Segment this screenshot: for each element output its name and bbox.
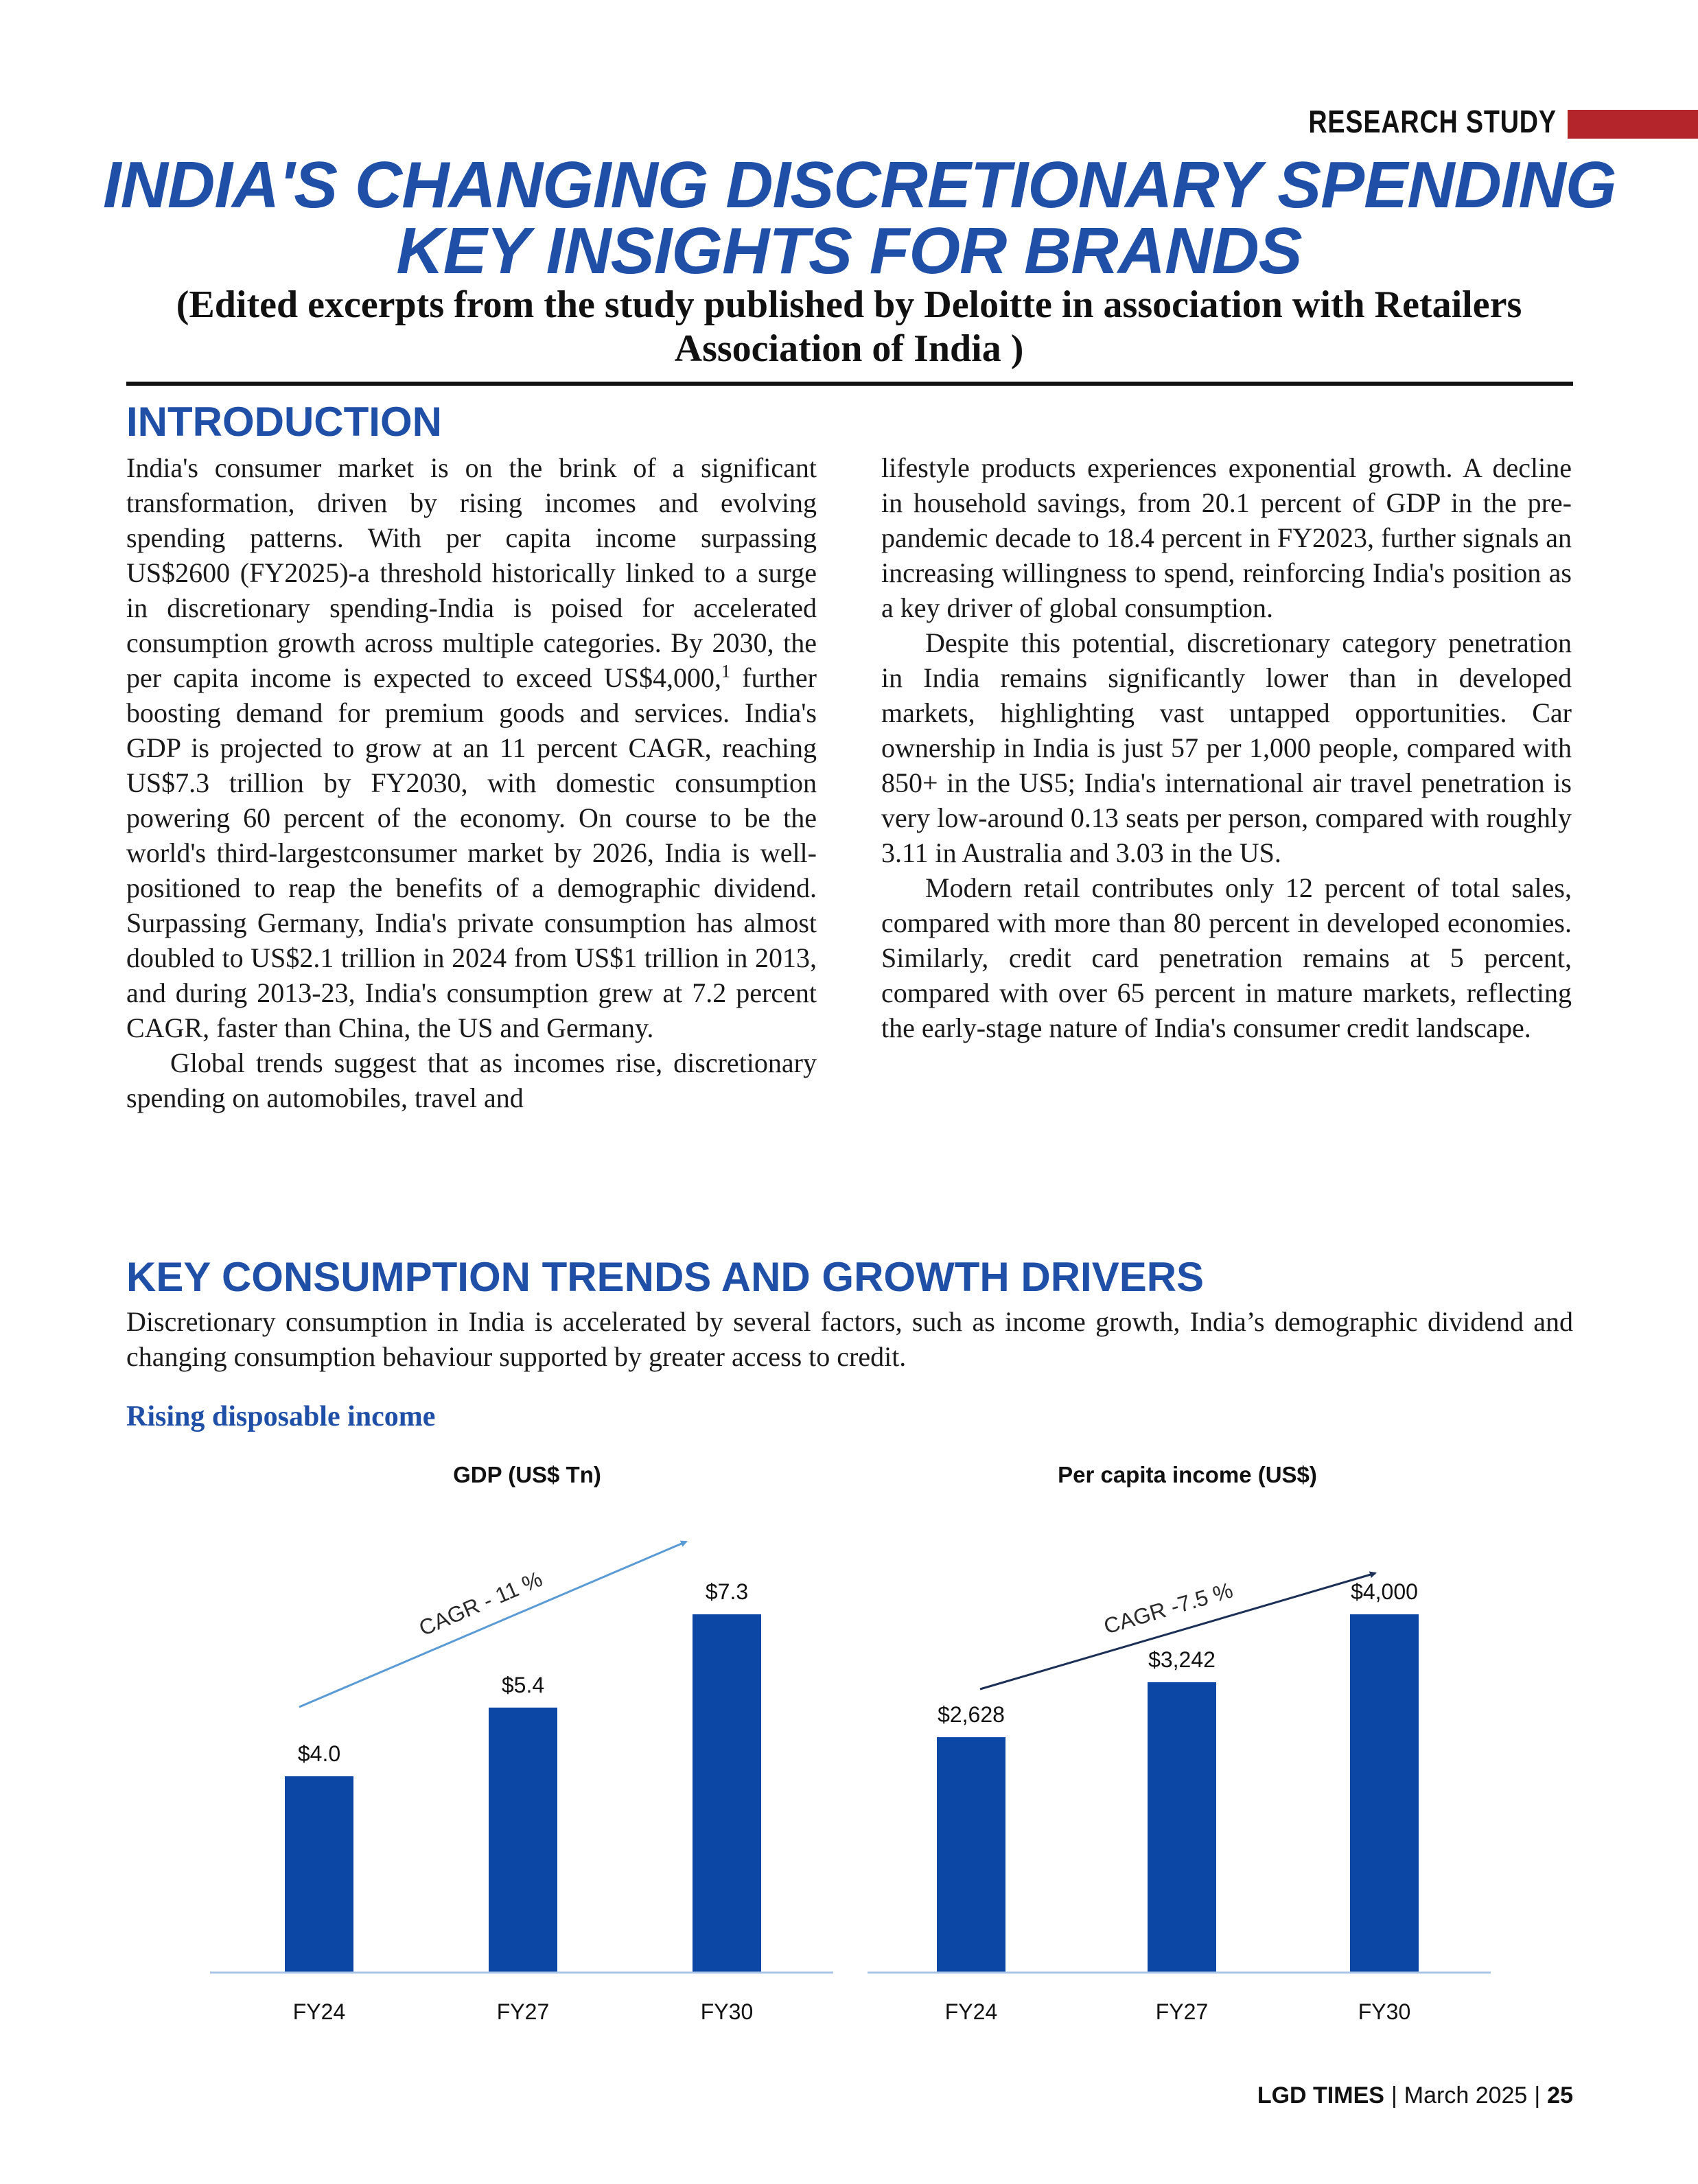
page-subtitle: (Edited excerpts from the study published by Deloitte in association with Retailers Association of India ) — [176, 283, 1522, 370]
introduction-heading: INTRODUCTION — [126, 399, 442, 445]
rising-income-subheading: Rising disposable income — [126, 1401, 436, 1432]
cagr-label: CAGR -7.5 % — [1101, 1577, 1236, 1639]
intro-paragraph-2-left-part: Global trends suggest that as incomes rise, discretionary spending on automobiles, travel and — [126, 1047, 817, 1113]
intro-paragraph-2-right-part: lifestyle products experiences exponential growth. A decline in household savings, from 20.1 percent of GDP in the pre-pandemic decade to 18.4 percent in FY2023, further signals an increasing willingness to spend, reinforcing India's position as a key driver of global consumption. — [881, 452, 1572, 623]
bar-fy27 — [489, 1708, 557, 1973]
page-number: 25 — [1547, 2082, 1573, 2109]
bar-fy30 — [693, 1614, 761, 1973]
chart-title: Per capita income (US$) — [1058, 1462, 1317, 1487]
category-label: FY30 — [1358, 1999, 1411, 2024]
bar-fy27 — [1148, 1682, 1216, 1973]
cagr-label: CAGR - 11 % — [415, 1566, 546, 1641]
title-line-2: KEY INSIGHTS FOR BRANDS — [396, 214, 1302, 288]
bar-fy24 — [937, 1737, 1005, 1973]
category-label: FY27 — [1155, 1999, 1209, 2024]
value-label: $4.0 — [297, 1741, 341, 1766]
value-label: $3,242 — [1148, 1647, 1216, 1672]
intro-paragraph-4: Modern retail contributes only 12 percent of total sales, compared with more than 80 percent in developed economies. Similarly, credit card penetration remains at 5 percent, compared with over 65 percent in mature markets, reflecting the early-stage nature of India's consumer credit landscape. — [881, 872, 1572, 1043]
bar-fy30 — [1350, 1614, 1419, 1973]
intro-paragraph-3: Despite this potential, discretionary category penetration in India remains significantly lower than in developed markets, highlighting vast untapped opportunities. Car ownership in India is just 57 per 1,000 people, compared with 850+ in the US5; India's international air travel penetration is very low-around 0.13 seats per person, compared with roughly 3.11 in Australia and 3.03 in the US. — [881, 627, 1572, 868]
intro-paragraph-1-part-a: India's consumer market is on the brink of a significant transformation, driven by rising incomes and evolving spending patterns. With per capita income surpassing US$2600 (FY2025)-a threshold historically linked to a surge in discretionary spending-India is poised for accelerated consumption growth across multiple categories. By 2030, the per capita income is expected to exceed US$4,000, — [126, 452, 817, 693]
footer-separator: | — [1534, 2082, 1541, 2109]
value-label: $5.4 — [501, 1672, 545, 1697]
bar-fy24 — [285, 1776, 353, 1973]
issue-date: March 2025 — [1404, 2082, 1528, 2109]
value-label: $2,628 — [938, 1702, 1005, 1728]
footer-separator: | — [1391, 2082, 1397, 2109]
intro-paragraph-1-part-b: further boosting demand for premium goods and services. India's GDP is projected to grow at an 11 percent CAGR, reaching US$7.3 trillion by FY2030, with domestic consumption powering 60 percent of the economy. On course to be the world's third-largestconsumer market by 2026, India is well-positioned to reap the benefits of a demographic dividend. Surpassing Germany, India's private consumption has almost doubled to US$2.1 trillion in 2024 from US$1 trillion in 2013, and during 2013-23, India's consumption grew at 7.2 percent CAGR, faster than China, the US and Germany. — [126, 662, 817, 1043]
cagr-arrow — [299, 1542, 686, 1707]
category-label: FY30 — [700, 1999, 754, 2024]
publication-name: LGD TIMES — [1257, 2082, 1384, 2109]
gdp-chart — [210, 1462, 833, 2024]
title-line-1: INDIA'S CHANGING DISCRETIONARY SPENDING — [103, 148, 1616, 222]
page-footer — [1257, 2082, 1573, 2109]
section-tag: RESEARCH STUDY — [1308, 104, 1557, 139]
trends-heading: KEY CONSUMPTION TRENDS AND GROWTH DRIVERS — [126, 1254, 1205, 1300]
value-label: $7.3 — [705, 1579, 749, 1604]
trends-paragraph: Discretionary consumption in India is accelerated by several factors, such as income growth, India’s demographic dividend and changing consumption behaviour supported by greater access to credit. — [126, 1306, 1573, 1372]
chart-title: GDP (US$ Tn) — [453, 1462, 601, 1487]
value-label: $4,000 — [1351, 1579, 1418, 1604]
category-label: FY24 — [944, 1999, 998, 2024]
category-label: FY27 — [496, 1999, 550, 2024]
per-capita-income-chart — [868, 1462, 1491, 2024]
category-label: FY24 — [292, 1999, 346, 2024]
footnote-marker: 1 — [721, 661, 730, 682]
